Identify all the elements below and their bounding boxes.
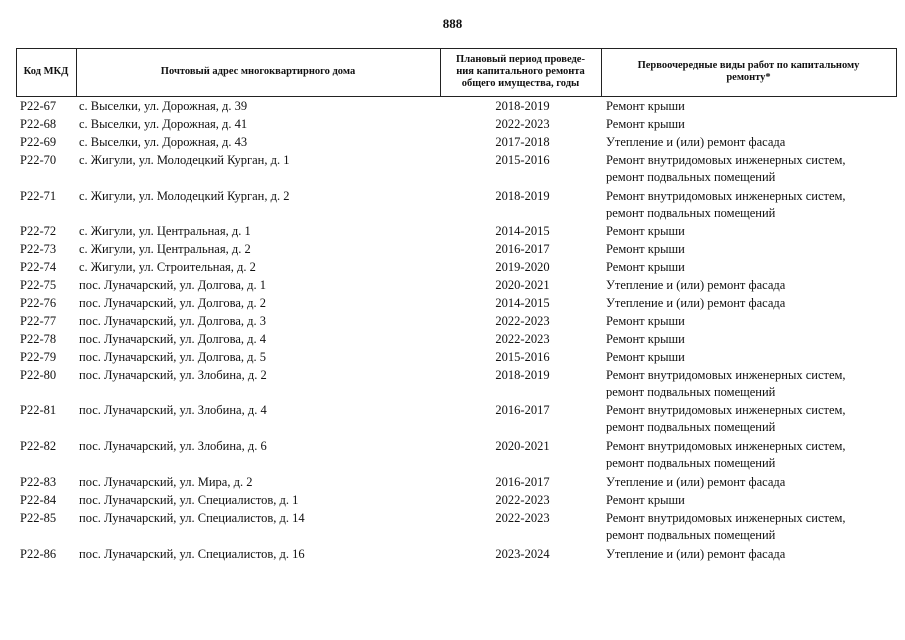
header-works-line: Первоочередные виды работ по капитальному	[637, 60, 860, 71]
cell-period: 2016-2017	[495, 474, 550, 489]
cell-code: Р22-67	[20, 99, 57, 113]
cell-code: Р22-74	[20, 260, 57, 275]
cell-code: Р22-78	[20, 331, 57, 346]
cell-period: 2015-2016	[495, 152, 550, 167]
table-header-bottom-rule	[16, 96, 896, 97]
cell-work-line: ремонт подвальных помещений	[606, 420, 776, 435]
cell-work-line: Ремонт крыши	[606, 492, 685, 507]
cell-work-line: Утепление и (или) ремонт фасада	[606, 546, 786, 561]
cell-work-line: Утепление и (или) ремонт фасада	[606, 278, 786, 292]
cell-period: 2016-2017	[495, 242, 550, 257]
cell-code: Р22-80	[20, 367, 57, 382]
cell-address: с. Жигули, ул. Центральная, д. 2	[79, 242, 251, 257]
cell-work-line: Утепление и (или) ремонт фасада	[606, 474, 786, 489]
cell-work-line: Утепление и (или) ремонт фасада	[606, 134, 786, 149]
cell-work	[606, 134, 896, 151]
cell-work	[606, 546, 896, 563]
cell-work	[606, 152, 896, 186]
header-code	[16, 48, 76, 96]
header-period	[440, 48, 601, 96]
cell-address: пос. Луначарский, ул. Злобина, д. 2	[79, 367, 267, 382]
cell-code: Р22-76	[20, 295, 57, 310]
cell-code: Р22-68	[20, 116, 57, 131]
cell-code: Р22-84	[20, 492, 57, 507]
cell-work-line: Ремонт крыши	[606, 260, 685, 275]
cell-work	[606, 223, 896, 240]
cell-work-line: Ремонт крыши	[606, 313, 685, 328]
cell-address: пос. Луначарский, ул. Специалистов, д. 14	[79, 510, 305, 525]
cell-work-line: ремонт подвальных помещений	[606, 456, 776, 471]
cell-period: 2022-2023	[495, 313, 550, 328]
cell-address: с. Жигули, ул. Молодецкий Курган, д. 1	[79, 152, 290, 167]
cell-period: 2022-2023	[495, 116, 550, 131]
cell-work	[606, 116, 896, 133]
cell-work	[606, 259, 896, 276]
cell-work	[606, 313, 896, 330]
cell-period: 2014-2015	[495, 295, 550, 310]
cell-work-line: Ремонт внутридомовых инженерных систем,	[606, 510, 846, 525]
cell-code: Р22-69	[20, 134, 57, 149]
cell-work	[606, 367, 896, 401]
cell-period: 2014-2015	[495, 224, 550, 239]
cell-work-line: ремонт подвальных помещений	[606, 527, 776, 542]
cell-period: 2018-2019	[495, 188, 550, 203]
cell-work	[606, 295, 896, 312]
cell-work	[606, 402, 896, 436]
cell-work-line: Утепление и (или) ремонт фасада	[606, 295, 786, 310]
cell-work	[606, 492, 896, 509]
cell-address: с. Жигули, ул. Центральная, д. 1	[79, 224, 251, 239]
header-period-line: Плановый период проведе-	[456, 54, 585, 65]
header-address-label: Почтовый адрес многоквартирного дома	[160, 66, 356, 77]
cell-work-line: Ремонт внутридомовых инженерных систем,	[606, 439, 846, 454]
cell-address: с. Жигули, ул. Строительная, д. 2	[79, 260, 256, 275]
cell-work-line: Ремонт крыши	[606, 99, 685, 113]
cell-code: Р22-73	[20, 242, 57, 257]
cell-period: 2019-2020	[495, 260, 550, 275]
cell-code: Р22-72	[20, 224, 57, 239]
page-number: 888	[442, 16, 463, 31]
cell-address: с. Выселки, ул. Дорожная, д. 43	[79, 134, 248, 149]
cell-address: с. Жигули, ул. Молодецкий Курган, д. 2	[79, 188, 290, 203]
cell-period: 2016-2017	[495, 403, 550, 418]
cell-work-line: Ремонт крыши	[606, 224, 685, 239]
header-code-label: Код МКД	[23, 66, 69, 77]
cell-address: с. Выселки, ул. Дорожная, д. 39	[79, 99, 248, 113]
cell-work	[606, 277, 896, 294]
cell-work	[606, 98, 896, 115]
cell-code: Р22-75	[20, 278, 57, 292]
cell-address: пос. Луначарский, ул. Долгова, д. 3	[79, 313, 267, 328]
header-works-line: ремонту*	[726, 72, 771, 83]
cell-address: пос. Луначарский, ул. Злобина, д. 4	[79, 403, 267, 418]
cell-address: пос. Луначарский, ул. Долгова, д. 1	[79, 278, 267, 292]
cell-period: 2020-2021	[495, 278, 550, 292]
cell-code: Р22-77	[20, 313, 57, 328]
cell-code: Р22-82	[20, 439, 57, 454]
cell-code: Р22-70	[20, 152, 57, 167]
cell-code: Р22-79	[20, 349, 57, 364]
cell-period: 2015-2016	[495, 349, 550, 364]
cell-work	[606, 349, 896, 366]
cell-address: пос. Луначарский, ул. Долгова, д. 4	[79, 331, 267, 346]
cell-work	[606, 331, 896, 348]
cell-period: 2022-2023	[495, 331, 550, 346]
cell-address: пос. Луначарский, ул. Долгова, д. 2	[79, 295, 267, 310]
cell-period: 2017-2018	[495, 134, 550, 149]
cell-work-line: Ремонт крыши	[606, 331, 685, 346]
cell-address: пос. Луначарский, ул. Злобина, д. 6	[79, 439, 267, 454]
cell-work-line: Ремонт внутридомовых инженерных систем,	[606, 403, 846, 418]
cell-period: 2018-2019	[495, 99, 550, 113]
header-works	[601, 48, 896, 96]
cell-address: пос. Луначарский, ул. Специалистов, д. 16	[79, 546, 305, 561]
cell-work	[606, 438, 896, 472]
cell-work-line: Ремонт крыши	[606, 116, 685, 131]
cell-work-line: ремонт подвальных помещений	[606, 205, 776, 220]
cell-work	[606, 188, 896, 222]
cell-address: пос. Луначарский, ул. Специалистов, д. 1	[79, 492, 299, 507]
cell-work	[606, 241, 896, 258]
cell-period: 2020-2021	[495, 439, 550, 454]
cell-period: 2022-2023	[495, 492, 550, 507]
cell-work-line: ремонт подвальных помещений	[606, 384, 776, 399]
cell-work	[606, 474, 896, 491]
cell-period: 2018-2019	[495, 367, 550, 382]
header-period-line: общего имущества, годы	[461, 78, 580, 89]
cell-address: пос. Луначарский, ул. Долгова, д. 5	[79, 349, 267, 364]
cell-address: с. Выселки, ул. Дорожная, д. 41	[79, 116, 248, 131]
cell-work-line: Ремонт крыши	[606, 242, 685, 257]
column-divider	[896, 48, 897, 97]
cell-work-line: Ремонт крыши	[606, 349, 685, 364]
cell-period: 2022-2023	[495, 510, 550, 525]
cell-code: Р22-81	[20, 403, 57, 418]
cell-work-line: Ремонт внутридомовых инженерных систем,	[606, 367, 846, 382]
cell-code: Р22-85	[20, 510, 57, 525]
cell-code: Р22-71	[20, 188, 57, 203]
cell-code: Р22-83	[20, 474, 57, 489]
header-period-line: ния капитального ремонта	[456, 66, 585, 77]
cell-period: 2023-2024	[495, 546, 550, 561]
cell-address: пос. Луначарский, ул. Мира, д. 2	[79, 474, 253, 489]
header-address	[76, 48, 440, 96]
cell-work-line: Ремонт внутридомовых инженерных систем,	[606, 188, 846, 203]
cell-work	[606, 510, 896, 544]
cell-work-line: Ремонт внутридомовых инженерных систем,	[606, 152, 846, 167]
cell-work-line: ремонт подвальных помещений	[606, 169, 776, 184]
cell-code: Р22-86	[20, 546, 57, 561]
